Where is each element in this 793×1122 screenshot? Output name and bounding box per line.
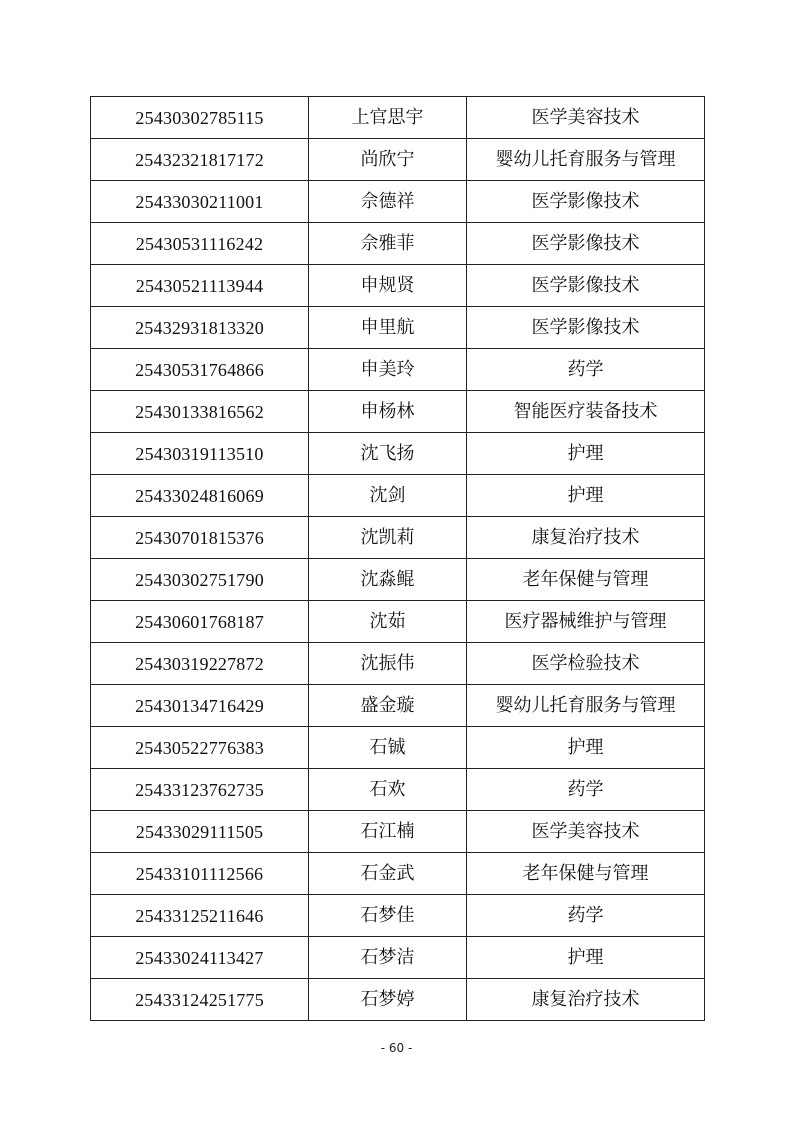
table-row xyxy=(91,475,705,517)
student-name-cell: 沈茹 xyxy=(309,601,467,643)
student-name-cell: 沈振伟 xyxy=(309,643,467,685)
student-name-cell: 佘雅菲 xyxy=(309,223,467,265)
candidate-id-cell: 25430521113944 xyxy=(91,265,309,307)
candidate-id-cell: 25433024816069 xyxy=(91,475,309,517)
table-row xyxy=(91,181,705,223)
candidate-id-cell: 25430531116242 xyxy=(91,223,309,265)
student-name-cell: 石梦婷 xyxy=(309,979,467,1021)
table-row xyxy=(91,895,705,937)
roster-table xyxy=(90,96,705,1021)
student-name-cell: 申美玲 xyxy=(309,349,467,391)
table-row xyxy=(91,937,705,979)
table-row xyxy=(91,559,705,601)
roster-table-body xyxy=(91,97,705,1021)
table-row xyxy=(91,139,705,181)
table-row xyxy=(91,811,705,853)
table-row xyxy=(91,97,705,139)
table-row xyxy=(91,643,705,685)
major-cell: 药学 xyxy=(467,349,705,391)
student-name-cell: 石铖 xyxy=(309,727,467,769)
student-name-cell: 石梦洁 xyxy=(309,937,467,979)
major-cell: 药学 xyxy=(467,895,705,937)
candidate-id-cell: 25433124251775 xyxy=(91,979,309,1021)
table-row xyxy=(91,265,705,307)
table-row xyxy=(91,391,705,433)
candidate-id-cell: 25433123762735 xyxy=(91,769,309,811)
candidate-id-cell: 25433125211646 xyxy=(91,895,309,937)
table-row xyxy=(91,601,705,643)
student-name-cell: 申里航 xyxy=(309,307,467,349)
table-row xyxy=(91,769,705,811)
table-row xyxy=(91,307,705,349)
candidate-id-cell: 25430701815376 xyxy=(91,517,309,559)
major-cell: 医学影像技术 xyxy=(467,265,705,307)
candidate-id-cell: 25430601768187 xyxy=(91,601,309,643)
candidate-id-cell: 25430302751790 xyxy=(91,559,309,601)
student-name-cell: 上官思宇 xyxy=(309,97,467,139)
major-cell: 医学检验技术 xyxy=(467,643,705,685)
student-name-cell: 申规贤 xyxy=(309,265,467,307)
table-row xyxy=(91,223,705,265)
candidate-id-cell: 25430319227872 xyxy=(91,643,309,685)
table-row xyxy=(91,853,705,895)
candidate-id-cell: 25432321817172 xyxy=(91,139,309,181)
candidate-id-cell: 25433029111505 xyxy=(91,811,309,853)
candidate-id-cell: 25430302785115 xyxy=(91,97,309,139)
major-cell: 康复治疗技术 xyxy=(467,517,705,559)
major-cell: 医学影像技术 xyxy=(467,307,705,349)
student-name-cell: 石江楠 xyxy=(309,811,467,853)
major-cell: 医学影像技术 xyxy=(467,181,705,223)
major-cell: 智能医疗装备技术 xyxy=(467,391,705,433)
major-cell: 医学美容技术 xyxy=(467,97,705,139)
student-name-cell: 沈淼鲲 xyxy=(309,559,467,601)
candidate-id-cell: 25433101112566 xyxy=(91,853,309,895)
major-cell: 药学 xyxy=(467,769,705,811)
table-row xyxy=(91,433,705,475)
table-row xyxy=(91,685,705,727)
candidate-id-cell: 25430134716429 xyxy=(91,685,309,727)
major-cell: 护理 xyxy=(467,727,705,769)
major-cell: 老年保健与管理 xyxy=(467,853,705,895)
table-row xyxy=(91,727,705,769)
candidate-id-cell: 25430133816562 xyxy=(91,391,309,433)
candidate-id-cell: 25433030211001 xyxy=(91,181,309,223)
candidate-id-cell: 25430522776383 xyxy=(91,727,309,769)
student-name-cell: 沈飞扬 xyxy=(309,433,467,475)
major-cell: 康复治疗技术 xyxy=(467,979,705,1021)
candidate-id-cell: 25433024113427 xyxy=(91,937,309,979)
major-cell: 医疗器械维护与管理 xyxy=(467,601,705,643)
student-name-cell: 沈剑 xyxy=(309,475,467,517)
table-row xyxy=(91,349,705,391)
major-cell: 护理 xyxy=(467,433,705,475)
student-name-cell: 石梦佳 xyxy=(309,895,467,937)
student-name-cell: 佘德祥 xyxy=(309,181,467,223)
student-name-cell: 盛金璇 xyxy=(309,685,467,727)
major-cell: 护理 xyxy=(467,475,705,517)
major-cell: 护理 xyxy=(467,937,705,979)
candidate-id-cell: 25430319113510 xyxy=(91,433,309,475)
candidate-id-cell: 25432931813320 xyxy=(91,307,309,349)
major-cell: 医学美容技术 xyxy=(467,811,705,853)
student-name-cell: 申杨林 xyxy=(309,391,467,433)
table-row xyxy=(91,517,705,559)
major-cell: 医学影像技术 xyxy=(467,223,705,265)
student-name-cell: 石欢 xyxy=(309,769,467,811)
table-row xyxy=(91,979,705,1021)
student-name-cell: 尚欣宁 xyxy=(309,139,467,181)
major-cell: 老年保健与管理 xyxy=(467,559,705,601)
page-number: - 60 - xyxy=(380,1041,413,1055)
student-name-cell: 石金武 xyxy=(309,853,467,895)
student-name-cell: 沈凯莉 xyxy=(309,517,467,559)
major-cell: 婴幼儿托育服务与管理 xyxy=(467,139,705,181)
candidate-id-cell: 25430531764866 xyxy=(91,349,309,391)
major-cell: 婴幼儿托育服务与管理 xyxy=(467,685,705,727)
